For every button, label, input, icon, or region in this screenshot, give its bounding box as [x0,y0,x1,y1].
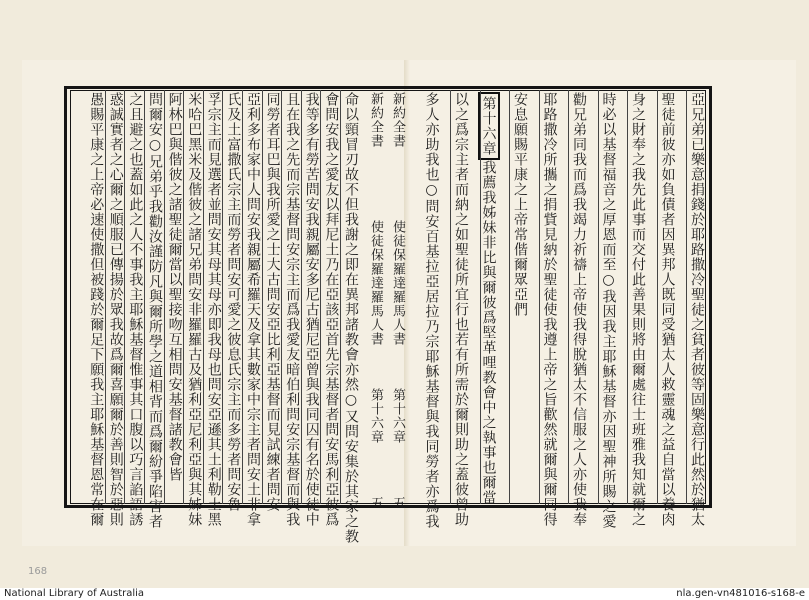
header-book: 使徒保羅達羅馬人書 [368,220,383,346]
text-column: 惑誠實者之心爾之順服已傳揚於眾我故爲爾喜願爾於善則智於惡則 [107,92,124,527]
text-column: 耶路撒冷所攜之捐貲見納於聖徒使我遵上帝之旨歡然就爾與爾同得 [541,92,558,527]
text-column: 以之爲宗主者而納之如聖徒所宜行也若有所需於爾則助之蓋彼曾助 [453,92,469,527]
text-column: 聖徒前彼亦如負債者因異邦人既同受猶太人救靈魂之益自當以養肉 [659,92,676,527]
header-title: 新約全書 [390,92,405,148]
text-column: 第十六章我薦我姊妹非比與爾彼爲堅革哩教會中之執事也爾當 [482,92,500,502]
column-rule [568,90,569,504]
header-chapter: 第十六章 [368,388,383,444]
header-folio: 五 [368,496,383,510]
text-column: 亞兄弟已樂意捐錢於耶路撒冷聖徒之貧者彼等固樂意行此然於猶太 [689,92,705,527]
column-rule [450,90,451,504]
text-column: 身之財奉之我先此事而交付此善果則將由爾處往士班雅我知就爾之 [630,92,646,527]
header-folio: 五 [390,496,405,510]
footer-identifier: nla.gen-vn481016-s168-e [676,588,805,599]
text-column: 問爾安○兄弟乎我勸汝謹防凡與爾所學之道相背而爲爾紛爭陷害者 [147,92,163,529]
header-chapter: 第十六章 [390,388,405,444]
column-rule [627,90,628,504]
text-column: 同勞者耳巴與我所愛之士大古問安亞比利亞基督而見試練者問安 [264,92,281,512]
column-rule [686,90,687,504]
column-rule [598,90,599,504]
text-column: 安息願賜平康之上帝常偕爾眾亞們 [512,92,528,317]
column-rule [480,90,481,504]
text-column: 阿林巴與偕彼之諸聖徒爾當以聖接吻互相問安基督諸教會皆 [166,92,183,482]
text-column: 氏及土富撒氏宗主而勞者問安可愛之彼息氏宗主而多勞者問安魯 [225,92,242,512]
footer-library: National Library of Australia [4,588,145,599]
left-header-column [366,92,384,510]
pencil-page-number: 168 [28,566,48,577]
footer-bar [0,588,809,600]
text-column: 會問安我之愛友以拜尼土乃在亞該亞首先宗基督者問安馬利亞彼爲 [323,92,340,527]
text-column: 米哈巴黑米及偕彼之諸兄弟問安非羅羅古及猶利亞尼利亞與其姊妹 [186,92,203,527]
column-rule [509,90,510,504]
text-column: 之且避之也蓋如此之人不事我主耶穌基督惟事其口腹以巧言諂語誘 [127,92,144,527]
column-rule [657,90,658,504]
chapter-heading: 第十六章 [478,92,500,160]
header-book: 使徒保羅達羅馬人書 [390,220,405,346]
right-header-column [388,92,406,510]
text-column: 孚宗主而見選者並問安其母其母亦即我母也問安亞遜其土利勒土黑 [205,92,222,527]
text-column: 時必以基督福音之厚恩而至○我因我主耶穌基督亦因聖神所賜之愛 [600,92,617,529]
text-column: 多人亦助我也○問安百基拉亞居拉乃宗耶穌基督與我同勞者亦爲我 [423,92,440,529]
header-title: 新約全書 [368,92,383,148]
text-column: 勸兄弟同我而爲我竭力祈禱上帝使我得脫猶太不信服之人亦使我奉 [571,92,587,527]
text-column: 命以頸冒刃故不但我謝之即在異邦諸教會亦然○又問安集於其家之教 [343,92,359,544]
column-rule [539,90,540,504]
text-column: 我等多有勞苦問安我親屬安多尼古猶尼亞曾與我同囚有名於使徒中 [303,92,320,527]
text-column: 愚賜平康之上帝必速使撒但被踐於爾足下願我主耶穌基督恩常在爾 [88,92,105,527]
text-column: 且在我之先而宗基督問安宗主而爲我愛友暗伯利問安宗基督而與我 [284,92,301,527]
text-column: 亞利多布家中人問安我親屬希羅天及拿其數家中宗主者問安土非拿 [245,92,261,527]
